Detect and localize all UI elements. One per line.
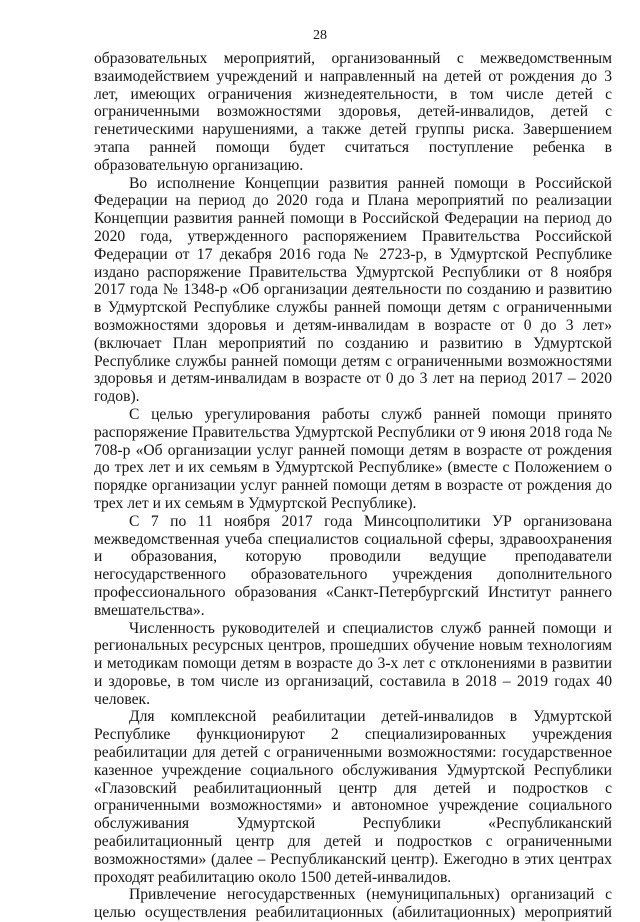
paragraph-rehabilitation-centers: Для комплексной реабилитации детей-инвалидов в Удмуртской Республике функционируют 2 специализированных учреждения реабилитации для детей с ограниченными возможностями: государственное казенное учреждение социального обслуживания Удмуртской Республики «Глазовский реабилитационный центр для детей и подростков с ограниченными возможностями» и автономное учреждение социального обслуживания Удмуртской Республики «Республиканский реабилитационный центр для детей и подростков с ограниченными возможностями» (далее – Республиканский центр). Ежегодно в этих центрах проходят реабилитацию около 1500 детей-инвалидов. xyxy=(94,708,612,886)
paragraph-service-regulation: С целью урегулирования работы служб ранней помощи принято распоряжение Правительства Удмуртской Республики от 9 июня 2018 года № 708-р «Об организации услуг ранней помощи детям в возрасте от рождения до трех лет и их семьям в Удмуртской Республике» (вместе с Положением о порядке организации услуг ранней помощи детям в возрасте от рождения до трех лет и их семьям в Удмуртской Республике). xyxy=(94,405,612,512)
page-number: 28 xyxy=(313,28,327,43)
paragraph-concept-implementation: Во исполнение Концепции развития ранней помощи в Российской Федерации на период до 2020 года и Плана мероприятий по реализации Концепции развития ранней помощи в Российской Федерации на период до 2020 года, утвержденного распоряжением Правительства Российской Федерации от 17 декабря 2016 года № 2723-р, в Удмуртской Республике издано распоряжение Правительства Удмуртской Республики от 8 ноября 2017 года № 1348-р «Об организации деятельности по созданию и развитию в Удмуртской Республике службы ранней помощи детям с ограниченными возможностями здоровья и детям-инвалидам в возрасте от 0 до 3 лет» (включает План мероприятий по созданию и развитию в Удмуртской Республике службы ранней помощи детям с ограниченными возможностями здоровья и детям-инвалидам в возрасте от 0 до 3 лет на период 2017 – 2020 годов). xyxy=(94,174,612,406)
paragraph-early-help-definition: образовательных мероприятий, организованный с межведомственным взаимодействием учреждений и направленный на детей от рождения до 3 лет, имеющих ограничения жизнедеятельности, в том числе детей с ограниченными возможностями здоровья, детей-инвалидов, детей с генетическими нарушениями, а также детей группы риска. Завершением этапа ранней помощи будет считаться поступление ребенка в образовательную организацию. xyxy=(94,50,612,174)
document-body xyxy=(94,50,612,922)
paragraph-interagency-training: С 7 по 11 ноября 2017 года Минсоцполитики УР организована межведомственная учеба специалистов социальной сферы, здравоохранения и образования, которую проводили ведущие преподаватели негосударственного образовательного учреждения дополнительного профессионального образования «Санкт-Петербургский Институт раннего вмешательства». xyxy=(94,512,612,619)
paragraph-ngo-involvement: Привлечение негосударственных (немуниципальных) организаций с целью осуществления реабилитационных (абилитационных) мероприятий xyxy=(94,886,612,922)
paragraph-specialists-count: Численность руководителей и специалистов служб ранней помощи и региональных ресурсных центров, прошедших обучение новым технологиям и методикам помощи детям в возрасте до 3-х лет с отклонениями в развитии и здоровье, в том числе из организаций, составила в 2018 – 2019 годах 40 человек. xyxy=(94,619,612,708)
